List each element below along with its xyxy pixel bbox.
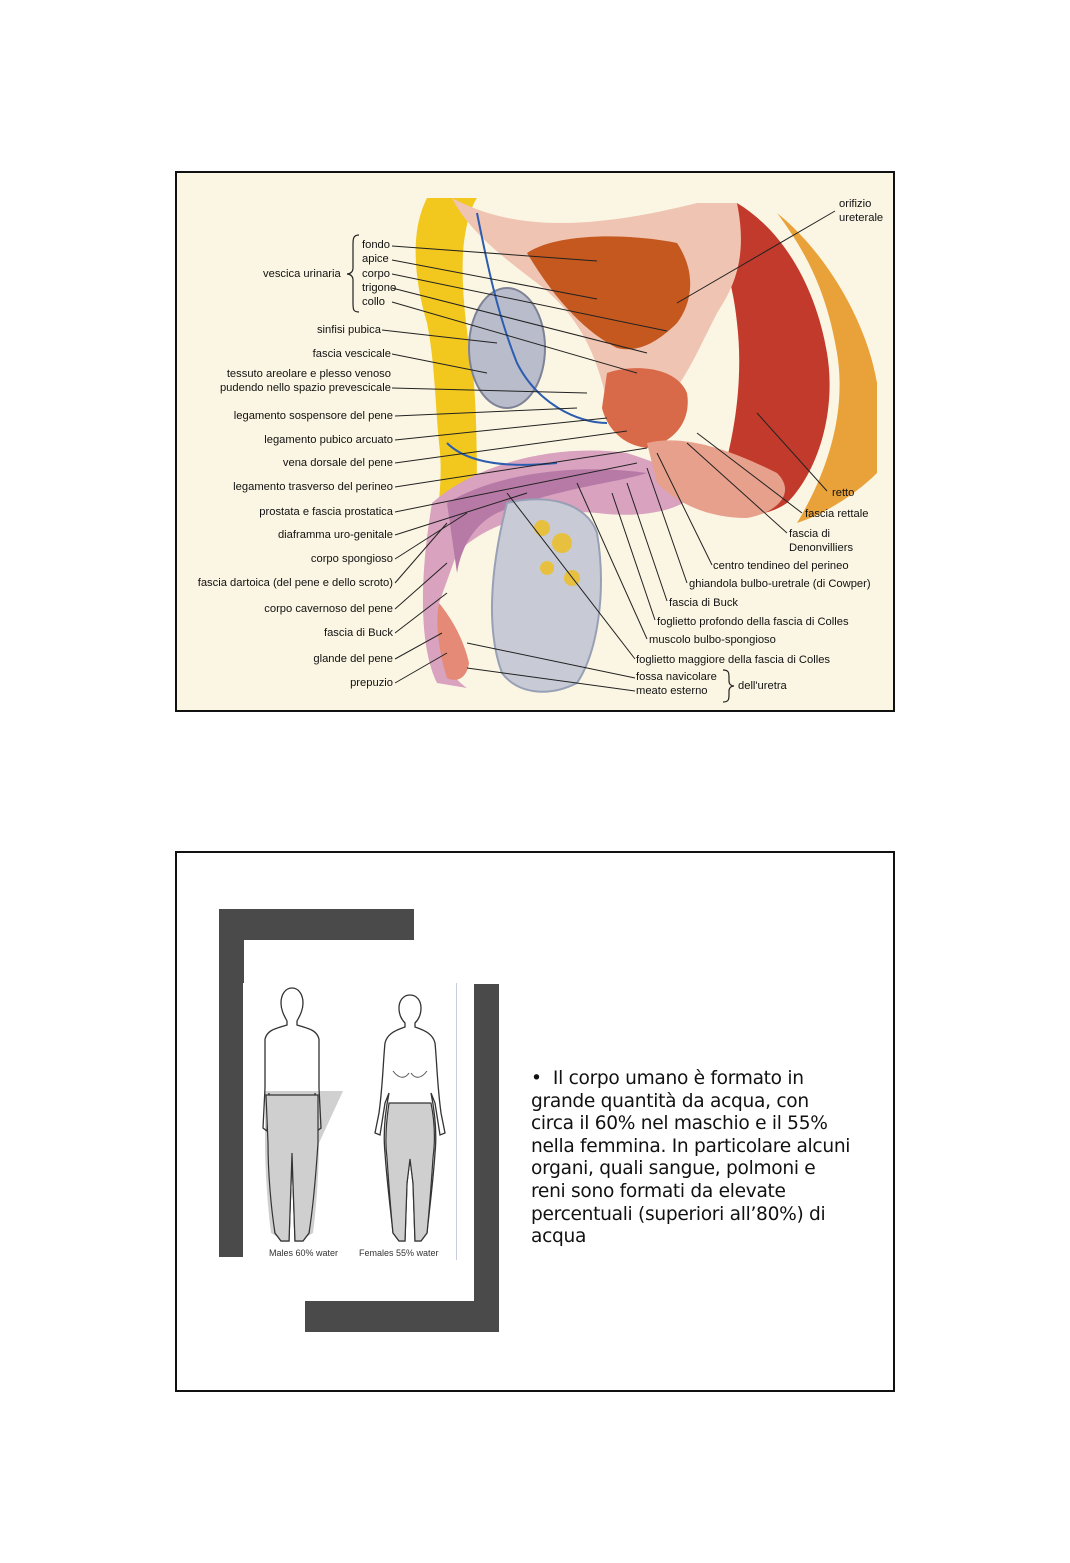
body-figures bbox=[243, 983, 457, 1260]
label-legamento-pubico: legamento pubico arcuato bbox=[264, 434, 393, 446]
caption-female: Females 55% water bbox=[359, 1248, 439, 1258]
label-fascia-vescicale: fascia vescicale bbox=[312, 348, 391, 360]
vescica-urinaria-label: vescica urinaria bbox=[263, 268, 341, 280]
label-corpo-cavernoso: corpo cavernoso del pene bbox=[264, 603, 393, 615]
label-ghiandola: ghiandola bulbo-uretrale (di Cowper) bbox=[689, 578, 871, 590]
label-apice: apice bbox=[362, 253, 389, 265]
anatomy-slide bbox=[175, 171, 895, 712]
label-corpo-spongioso: corpo spongioso bbox=[310, 553, 393, 565]
label-meato: meato esterno bbox=[636, 685, 708, 697]
label-collo: collo bbox=[362, 296, 386, 308]
label-diaframma: diaframma uro-genitale bbox=[277, 529, 393, 541]
label-muscolo: muscolo bulbo-spongioso bbox=[649, 634, 776, 646]
label-foglietto-maggiore: foglietto maggiore della fascia di Colles bbox=[636, 654, 831, 666]
bullet-text: Il corpo umano è formato in grande quantità da acqua, con circa il 60% nel maschio e il 55% nella femmina. In particolare alcuni organi, quali sangue, polmoni e reni sono formati da elevate percentuali (superiori all’80%) di acqua bbox=[531, 1068, 851, 1248]
label-uretra: dell'uretra bbox=[738, 680, 787, 692]
female-figure bbox=[375, 995, 445, 1241]
label-legamento-trasverso: legamento trasverso del perineo bbox=[233, 481, 393, 493]
label-tessuto-2: pudendo nello spazio prevescicale bbox=[219, 382, 391, 394]
male-figure bbox=[263, 988, 343, 1241]
label-retto: retto bbox=[832, 487, 855, 499]
label-ureterale: ureterale bbox=[839, 212, 884, 224]
label-denon-1: fascia di bbox=[789, 528, 831, 540]
label-prepuzio: prepuzio bbox=[350, 677, 393, 689]
caption-male: Males 60% water bbox=[269, 1248, 339, 1258]
label-fascia-dartoica: fascia dartoica (del pene e dello scroto) bbox=[197, 577, 393, 589]
bullet-paragraph bbox=[531, 1068, 851, 1249]
frame-bar-left bbox=[219, 909, 244, 1257]
label-centro-tendineo: centro tendineo del perineo bbox=[713, 560, 849, 572]
label-tessuto-1: tessuto areolare e plesso venoso bbox=[226, 368, 391, 380]
frame-bar-top bbox=[219, 909, 414, 940]
label-prostata: prostata e fascia prostatica bbox=[259, 506, 393, 518]
label-fascia-rettale: fascia rettale bbox=[805, 508, 869, 520]
label-fossa: fossa navicolare bbox=[636, 671, 717, 683]
label-foglietto-profondo: foglietto profondo della fascia di Colles bbox=[657, 616, 849, 628]
label-fascia-buck-left: fascia di Buck bbox=[323, 627, 393, 639]
label-fascia-buck-right: fascia di Buck bbox=[669, 597, 739, 609]
label-corpo: corpo bbox=[362, 268, 390, 280]
label-sinfisi: sinfisi pubica bbox=[316, 324, 381, 336]
frame-bar-bottom bbox=[305, 1301, 499, 1332]
label-fondo: fondo bbox=[362, 239, 390, 251]
label-glande: glande del pene bbox=[313, 653, 393, 665]
label-trigono: trigono bbox=[362, 282, 397, 294]
label-vena-dorsale: vena dorsale del pene bbox=[282, 457, 393, 469]
label-legamento-sospensore: legamento sospensore del pene bbox=[233, 410, 393, 422]
frame-bar-right bbox=[474, 984, 499, 1332]
bullet-mark: • bbox=[531, 1068, 542, 1089]
label-orifizio: orifizio bbox=[839, 198, 872, 210]
label-denon-2: Denonvilliers bbox=[789, 542, 854, 554]
